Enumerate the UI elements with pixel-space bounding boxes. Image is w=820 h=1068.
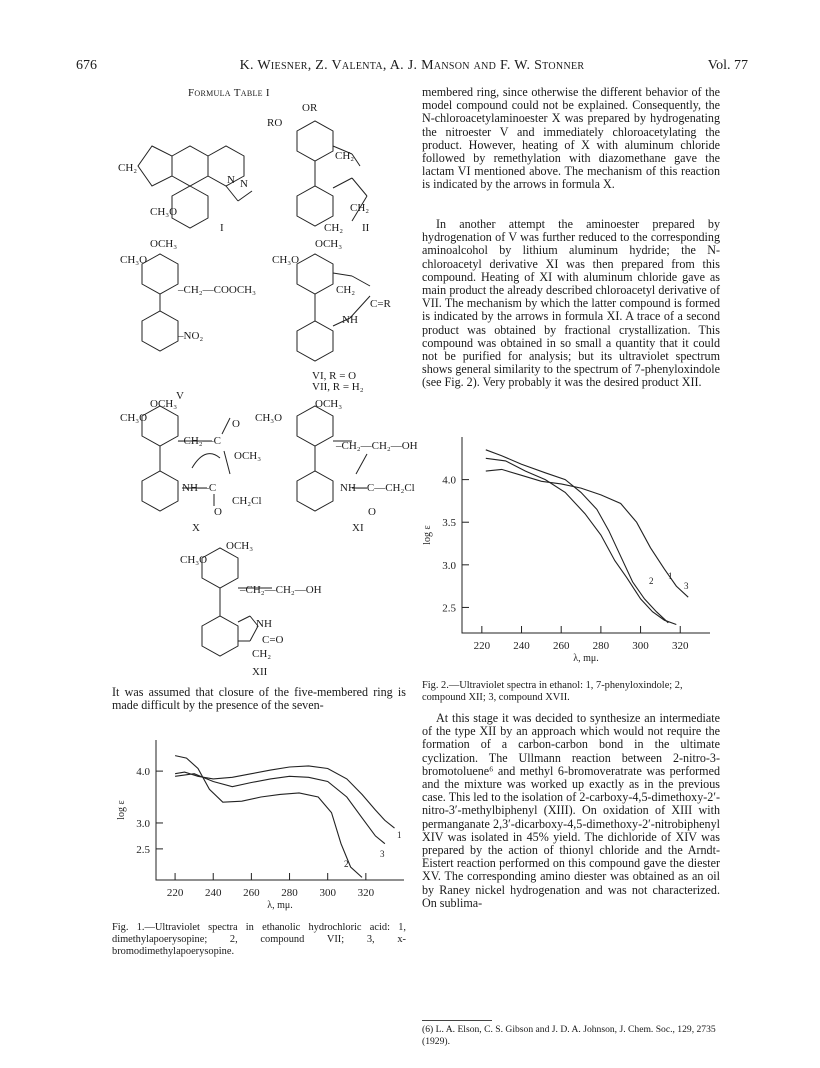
page-header (76, 58, 748, 78)
label-ch3o-x: CH₃O (120, 412, 148, 424)
fig2-series-3 (486, 469, 688, 597)
fig1-x-tick-label: 280 (281, 887, 298, 899)
fig1-y-tick-label: 4.0 (136, 766, 150, 779)
label-och3-x2: OCH₃ (234, 450, 262, 462)
fig1-y-tick-label: 2.5 (136, 843, 150, 856)
fig1-curve-label-2: 2 (344, 859, 349, 869)
fig1-curve-label-1: 1 (397, 830, 402, 840)
structure-vi-vii (297, 254, 370, 361)
structure-x (142, 406, 230, 511)
footnote-rule (422, 1020, 492, 1021)
footnote: (6) L. A. Elson, C. S. Gibson and J. D. A. Johnson, J. Chem. Soc., 129, 2735 (1929). (422, 1024, 716, 1047)
fig2-x-tick-label: 320 (671, 640, 689, 652)
fig1-x-tick-label: 220 (166, 887, 184, 899)
figure-2-caption: Fig. 2.—Ultraviolet spectra in ethanol: 1, 7-phenyloxindole; 2, compound XII; 3, compound XVII. (422, 680, 683, 703)
label-n-i: N (227, 174, 235, 186)
fig2-x-tick-label: 240 (513, 640, 530, 652)
right-paragraph-2: In another attempt the aminoester prepared by hydrogenation of V was further reduced to the corresponding aminoalcohol by lithium aluminum hydride; the N-chloroacetyl derivative XI was then prepared from this compound. Heating of XI with aluminum chloride gave as main product the already described chloroacetyl derivative of VII. The mechanism by which the latter compound is formed is indicated by the arrows in formula XI. A trace of a second product was obtained by fractional crystallization. This compound was obtained in so small a quantity that it could not be purified for analysis; but its ultraviolet spectrum shows general similarity to the spectrum of 7-phenyloxindole (see Fig. 2). Very probably it was the desired product XII. (422, 217, 720, 390)
fig1-x-tick-label: 320 (357, 887, 375, 899)
label-ch2-xii: CH₂ (252, 648, 272, 660)
fig2-x-tick-label: 220 (473, 640, 491, 652)
label-ch2ch2oh-xii: –CH₂—CH₂—OH (240, 584, 322, 596)
label-och3-x: OCH₃ (150, 398, 178, 410)
structure-i (138, 146, 252, 228)
fig2-y-tick-label: 4.0 (442, 474, 456, 487)
fig2-curve-label-2: 2 (649, 576, 654, 586)
right-paragraph-1: membered ring, since otherwise the different behavior of the model compound could not be explained. Consequently, the N-chloroacetylaminoester X was prepared by hydrogenating the nitroester V and immediately chloroacetylating the product. However, heating of X with aluminum chloride followed by remethylation with diazomethane gave the lactam VI mentioned above. The mechanism of this reaction is indicated by the arrows in formula X. (422, 85, 720, 192)
fig1-series-1 (175, 766, 394, 828)
label-o-xi: O (368, 506, 376, 518)
formula-table-structures (112, 96, 412, 676)
label-ch2cooch3: –CH₂—COOCH₃ (178, 284, 256, 296)
label-ii: II (362, 222, 370, 234)
figure-2-chart (422, 432, 720, 668)
label-ch2-c: –CH₂—C (178, 435, 221, 447)
page-number: 676 (76, 58, 97, 73)
structure-xi (297, 406, 367, 511)
label-ch3o-vi: CH₃O (272, 254, 300, 266)
fig1-x-tick-label: 240 (204, 887, 222, 899)
label-c-o: C=O (262, 634, 284, 646)
fig2-y-tick-label: 2.5 (442, 602, 456, 615)
label-o-x: O (232, 418, 240, 430)
label-xi: XI (352, 522, 364, 534)
fig2-x-tick-label: 260 (552, 640, 570, 652)
left-paragraph: It was assumed that closure of the five-membered ring is made difficult by the presence of the seven- (112, 685, 406, 713)
label-och3-v: OCH₃ (150, 238, 178, 250)
label-vi-vii-1: VI, R = O (312, 370, 357, 382)
label-ch2-ii-c: CH₂ (324, 222, 344, 234)
right-paragraph-3: At this stage it was decided to synthesize an intermediate of the type XII by an approach which would not require the formation of a carbon-carbon bond in the ultimate cyclization. The Ullmann reaction between 2-nitro-3-bromotoluene⁶ and methyl 6-bromoveratrate was performed and the mixture was worked up exactly as in the previous case. This led to the isolation of 2-carboxy-4,5-dimethoxy-2′-nitro-3′-methylbiphenyl (XIII). On oxidation of XIII with permanganate 2,3′-dicarboxy-4,5-dimethoxy-2′-nitrobiphenyl XIV was isolated in 45% yield. The dichloride of XIV was prepared by the action of thionyl chloride and the Arndt-Eistert reaction performed on this compound gave the diester XV. The corresponding amino diester was obtained as an oil by Raney nickel hydrogenation and was not characterized. On sublima- (422, 711, 720, 910)
running-authors: K. Wiesner, Z. Valenta, A. J. Manson and F. W. Stonner (239, 58, 585, 73)
volume-label: Vol. 77 (707, 58, 748, 73)
fig2-series-1 (486, 458, 677, 624)
label-no2: –NO₂ (178, 330, 204, 342)
label-vi-vii-2: VII, R = H₂ (312, 381, 364, 393)
label-n-ii: N (240, 178, 248, 190)
fig1-axes (156, 740, 404, 880)
fig2-y-tick-label: 3.0 (442, 559, 456, 572)
structure-v (142, 254, 178, 351)
fig1-x-tick-label: 300 (319, 887, 336, 899)
label-och3-vi: OCH₃ (315, 238, 343, 250)
formula-table-title: Formula Table I (188, 87, 270, 99)
label-ch2ch2oh: –CH₂—CH₂—OH (336, 440, 418, 452)
label-ch2-i: CH₂ (118, 162, 138, 174)
fig2-curve-label-3: 3 (684, 581, 689, 591)
label-ch3o-xi: CH₃O (255, 412, 283, 424)
label-ch2cl-x: CH₂Cl (232, 495, 262, 507)
label-ch3o-v: CH₃O (120, 254, 148, 266)
label-nh-c: NH—C (182, 482, 217, 494)
label-x: X (192, 522, 200, 534)
fig1-x-axis-label: λ, mμ. (267, 900, 293, 911)
fig1-series-2 (175, 756, 362, 878)
label-ch3o-xii: CH₃O (180, 554, 208, 566)
label-i: I (220, 222, 224, 234)
fig2-x-tick-label: 300 (632, 640, 649, 652)
fig2-curve-label-1: 1 (668, 571, 673, 581)
fig1-y-tick-label: 3.0 (136, 817, 150, 830)
label-ch3o-i: CH₃O (150, 206, 178, 218)
fig2-axes (462, 437, 710, 633)
label-och3-xii: OCH₃ (226, 540, 254, 552)
label-nh-c-ch2cl: NH—C—CH₂Cl (340, 482, 415, 494)
fig2-series-2 (486, 450, 669, 623)
label-nh-xii: NH (256, 618, 272, 630)
structure-ii (297, 121, 370, 226)
label-och3-xi: OCH₃ (315, 398, 343, 410)
label-ro: RO (267, 117, 283, 129)
label-c-r: C=R (370, 298, 391, 310)
label-ch2-vi: CH₂ (336, 284, 356, 296)
label-ch2-ii-b: CH₂ (350, 202, 370, 214)
fig2-x-axis-label: λ, mμ. (573, 653, 599, 664)
figure-1-chart (112, 735, 412, 915)
label-o-x2: O (214, 506, 222, 518)
fig2-y-axis-label: log ε (422, 525, 433, 545)
label-ch2-ii: CH₂ (335, 150, 355, 162)
fig2-x-tick-label: 280 (592, 640, 610, 652)
fig1-y-axis-label: log ε (116, 800, 127, 820)
label-v: V (176, 390, 184, 402)
label-xii: XII (252, 666, 268, 678)
structure-xii (202, 548, 272, 656)
fig2-y-tick-label: 3.5 (442, 517, 456, 530)
fig1-curve-label-3: 3 (380, 849, 385, 859)
figure-1-caption: Fig. 1.—Ultraviolet spectra in ethanolic hydrochloric acid: 1, dimethylapoerysopine; 2, compound VII; 3, x-bromodimethylapoerysopine. (112, 922, 406, 957)
fig1-x-tick-label: 260 (243, 887, 260, 899)
label-or: OR (302, 102, 318, 114)
label-nh-vi: NH (342, 314, 358, 326)
